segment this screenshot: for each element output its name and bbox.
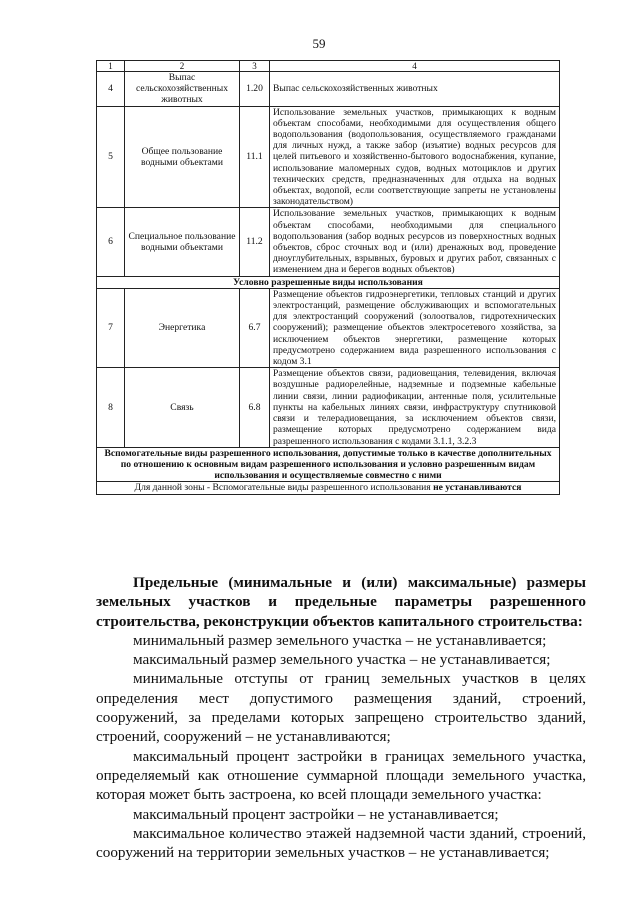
use-type-description: Использование земельных участков, примыкающих к водным объектам способами, необходимыми для специального водопользования (забор водных ресурсов из поверхностных водных объектов, сброс сточных вод и (или) дренажных вод, проведение дноуглубительных, взрывных, буровых и других работ, связанных с изменением дна и берегов водных объектов) <box>270 208 560 276</box>
use-type-name: Общее пользование водными объектами <box>125 106 240 208</box>
use-type-code: 11.1 <box>240 106 270 208</box>
land-use-table <box>96 60 560 495</box>
row-number: 7 <box>97 288 125 367</box>
table-header-row <box>97 61 560 72</box>
parameters-section <box>96 573 586 862</box>
table-row <box>97 72 560 107</box>
paragraph: минимальные отступы от границ земельных участков в целях определения мест допустимого размещения зданий, строений, сооружений, за пределами которых запрещено строительство зданий, строений, сооружений – не устанавливаются; <box>96 670 586 746</box>
row-number: 4 <box>97 72 125 107</box>
section-conditional-title: Условно разрешенные виды использования <box>97 276 560 288</box>
use-type-name: Энергетика <box>125 288 240 367</box>
paragraph: максимальный процент застройки в границах земельного участка, определяемый как отношение суммарной площади земельного участка, которая может быть застроена, ко всей площади земельного участка: <box>96 747 586 804</box>
row-number: 5 <box>97 106 125 208</box>
paragraph: максимальное количество этажей надземной части зданий, строений, сооружений на территории земельных участков – не устанавливается; <box>96 824 586 862</box>
section-header-row <box>97 447 560 482</box>
use-type-description: Размещение объектов гидроэнергетики, тепловых станций и других электростанций, размещение обслуживающих и вспомогательных для электростанций сооружений (золоотвалов, гидротехнических сооружений); размещение объектов электросетевого хозяйства, за исключением объектов энергетики, размещение которых предусмотрено содержанием вида разрешенного использования с кодом 3.1 <box>270 288 560 367</box>
table-row <box>97 208 560 276</box>
use-type-description: Использование земельных участков, примыкающих к водным объектам способами, необходимыми для осуществления общего водопользования (водопользования, осуществляемого гражданами для личных нужд, а также забор (изъятие) водных ресурсов для целей питьевого и хозяйственно-бытового водоснабжения, купание, использование маломерных судов, водных мотоциклов и других технических средств, предназначенных для отдыха на водных объектах, водопой, если соответствующие запреты не установлены законодательством) <box>270 106 560 208</box>
paragraph: максимальный процент застройки – не устанавливается; <box>133 805 499 823</box>
row-number: 6 <box>97 208 125 276</box>
use-type-code: 6.8 <box>240 368 270 447</box>
page-number: 59 <box>312 36 326 51</box>
parameters-heading: Предельные (минимальные и (или) максимальные) размеры земельных участков и предельные параметры разрешенного строительства, реконструкции объектов капитального строительства: <box>96 574 586 630</box>
use-type-code: 11.2 <box>240 208 270 276</box>
row-number: 8 <box>97 368 125 447</box>
use-type-code: 1.20 <box>240 72 270 107</box>
paragraph: минимальный размер земельного участка – не устанавливается; <box>133 631 547 649</box>
use-type-name: Специальное пользование водными объектами <box>125 208 240 276</box>
use-type-description: Выпас сельскохозяйственных животных <box>270 72 560 107</box>
paragraph: максимальный размер земельного участка – не устанавливается; <box>133 651 551 669</box>
header-cell-3: 3 <box>240 61 270 72</box>
header-cell-4: 4 <box>270 61 560 72</box>
table-footer-row <box>97 482 560 494</box>
section-auxiliary-title: Вспомогательные виды разрешенного использования, допустимые только в качестве дополнительных по отношению к основным видам разрешенного использования и условно разрешенным видам использования и осуществляемые совместно с ними <box>97 447 560 482</box>
table-row <box>97 368 560 447</box>
header-cell-1: 1 <box>97 61 125 72</box>
section-header-row <box>97 276 560 288</box>
use-type-code: 6.7 <box>240 288 270 367</box>
table-row <box>97 288 560 367</box>
auxiliary-note <box>97 482 560 494</box>
auxiliary-note-status: не устанавливаются <box>433 482 522 494</box>
table-row <box>97 106 560 208</box>
header-cell-2: 2 <box>125 61 240 72</box>
use-type-description: Размещение объектов связи, радиовещания, телевидения, включая воздушные радиорелейные, надземные и подземные кабельные линии связи, линии радиофикации, антенные поля, усилительные пункты на кабельных линиях связи, инфраструктуру спутниковой связи и телерадиовещания, за исключением объектов связи, размещение которых предусмотрено содержанием вида разрешенного использования с кодами 3.1.1, 3.2.3 <box>270 368 560 447</box>
auxiliary-note-prefix: Для данной зоны - Вспомогательные виды разрешенного использования <box>134 482 431 494</box>
use-type-name: Выпас сельскохозяйственных животных <box>125 72 240 107</box>
use-type-name: Связь <box>125 368 240 447</box>
